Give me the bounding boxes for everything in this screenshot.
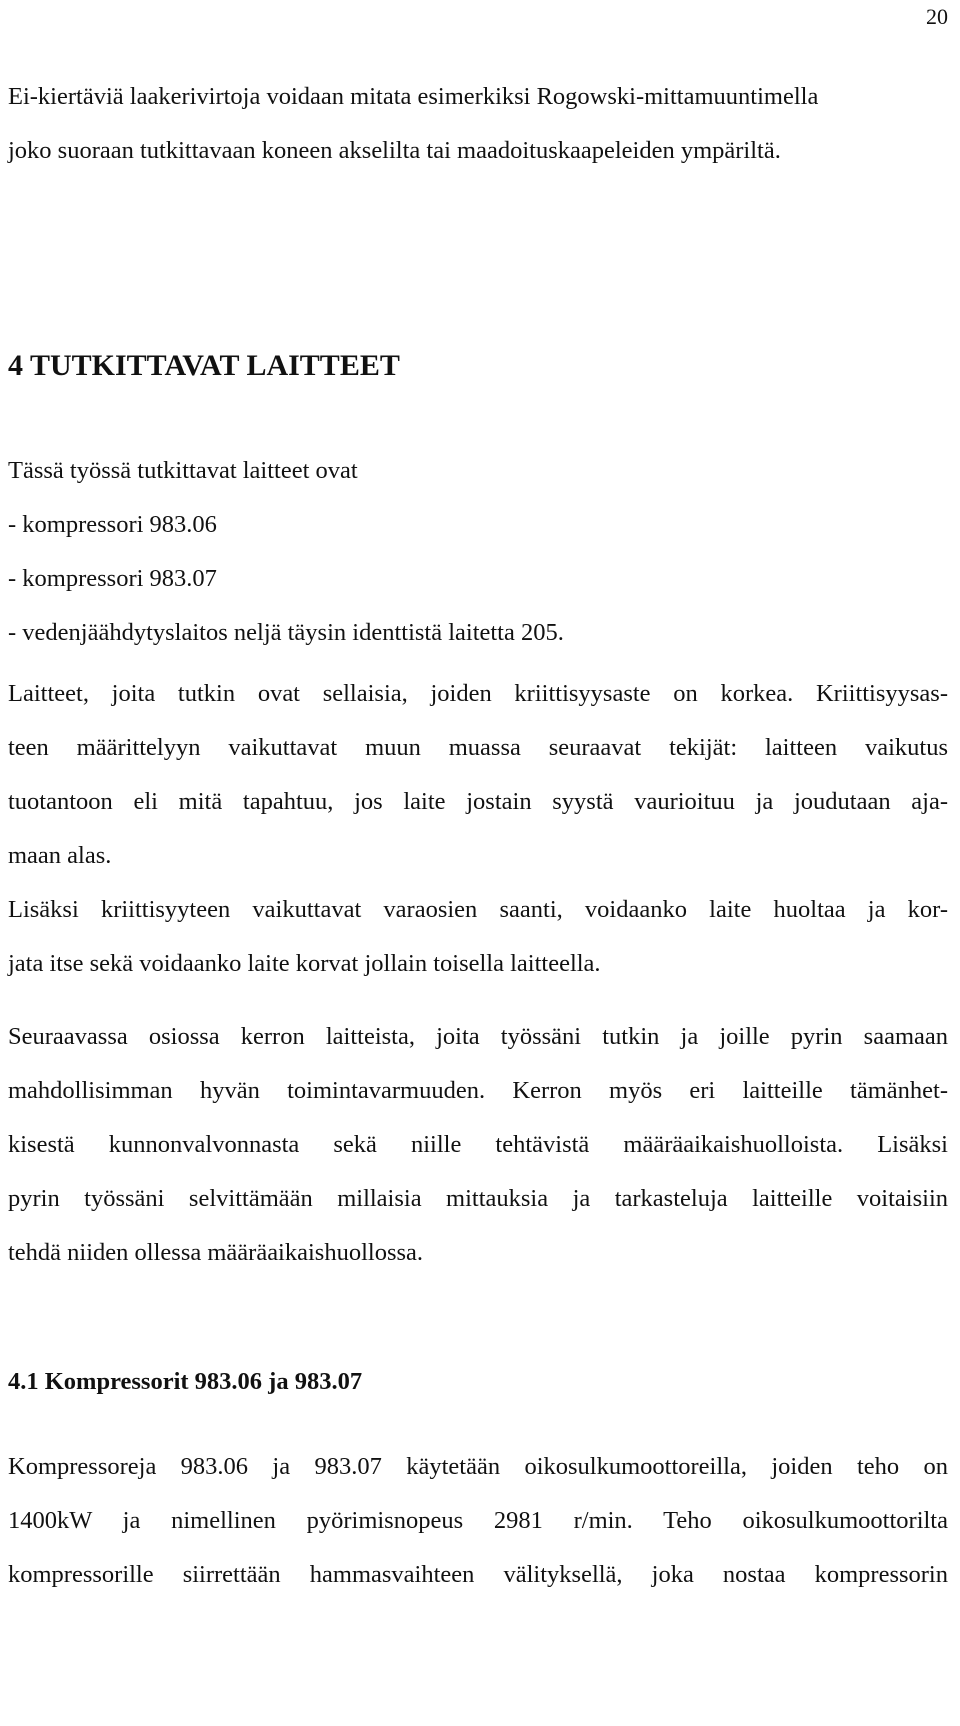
section-4-1-heading: 4.1 Kompressorit 983.06 ja 983.07 xyxy=(8,1368,363,1395)
intro-line-1: Ei-kiertäviä laakerivirtoja voidaan mitata esimerkiksi Rogowski-mittamuuntimella xyxy=(8,83,819,110)
paragraph-line: tehdä niiden ollessa määräaikaishuollossa. xyxy=(8,1239,424,1266)
paragraph-line: Kompressoreja 983.06 ja 983.07 käytetään oikosulkumoottoreilla, joiden teho on xyxy=(8,1453,948,1480)
device-list-item: - kompressori 983.07 xyxy=(8,565,217,592)
paragraph-line: mahdollisimman hyvän toimintavarmuuden. Kerron myös eri laitteille tämänhet- xyxy=(8,1077,948,1104)
device-list-item: - vedenjäähdytyslaitos neljä täysin identtistä laitetta 205. xyxy=(8,619,564,646)
paragraph-line: tuotantoon eli mitä tapahtuu, jos laite jostain syystä vaurioituu ja joudutaan aja- xyxy=(8,788,948,815)
next-section-paragraph xyxy=(8,1010,948,1280)
paragraph-line: Seuraavassa osiossa kerron laitteista, joita työssäni tutkin ja joille pyrin saamaan xyxy=(8,1023,948,1050)
section-4-heading: 4 TUTKITTAVAT LAITTEET xyxy=(8,349,400,382)
paragraph-line: Laitteet, joita tutkin ovat sellaisia, joiden kriittisyysaste on korkea. Kriittisyysas- xyxy=(8,680,948,707)
paragraph-line: kisestä kunnonvalvonnasta sekä niille tehtävistä määräaikaishuolloista. Lisäksi xyxy=(8,1131,948,1158)
paragraph-line: pyrin työssäni selvittämään millaisia mittauksia ja tarkasteluja laitteille voitaisiin xyxy=(8,1185,948,1212)
paragraph-line: jata itse sekä voidaanko laite korvat jollain toisella laitteella. xyxy=(8,950,601,977)
criticality-paragraph xyxy=(8,667,948,883)
device-list-intro: Tässä työssä tutkittavat laitteet ovat xyxy=(8,457,358,484)
intro-paragraph xyxy=(8,70,948,178)
paragraph-line: 1400kW ja nimellinen pyörimisnopeus 2981 r/min. Teho oikosulkumoottorilta xyxy=(8,1507,948,1534)
intro-line-2: joko suoraan tutkittavaan koneen akselilta tai maadoituskaapeleiden ympäriltä. xyxy=(8,137,781,164)
paragraph-line: kompressorille siirrettään hammasvaihteen välityksellä, joka nostaa kompressorin xyxy=(8,1561,948,1588)
paragraph-line: Lisäksi kriittisyyteen vaikuttavat varaosien saanti, voidaanko laite huoltaa ja kor- xyxy=(8,896,948,923)
spare-parts-paragraph xyxy=(8,883,948,991)
device-list-item: - kompressori 983.06 xyxy=(8,511,217,538)
paragraph-line: maan alas. xyxy=(8,842,112,869)
page-number: 20 xyxy=(926,4,948,29)
paragraph-line: teen määrittelyyn vaikuttavat muun muassa seuraavat tekijät: laitteen vaikutus xyxy=(8,734,948,761)
device-list xyxy=(8,444,948,660)
compressors-paragraph xyxy=(8,1440,948,1602)
